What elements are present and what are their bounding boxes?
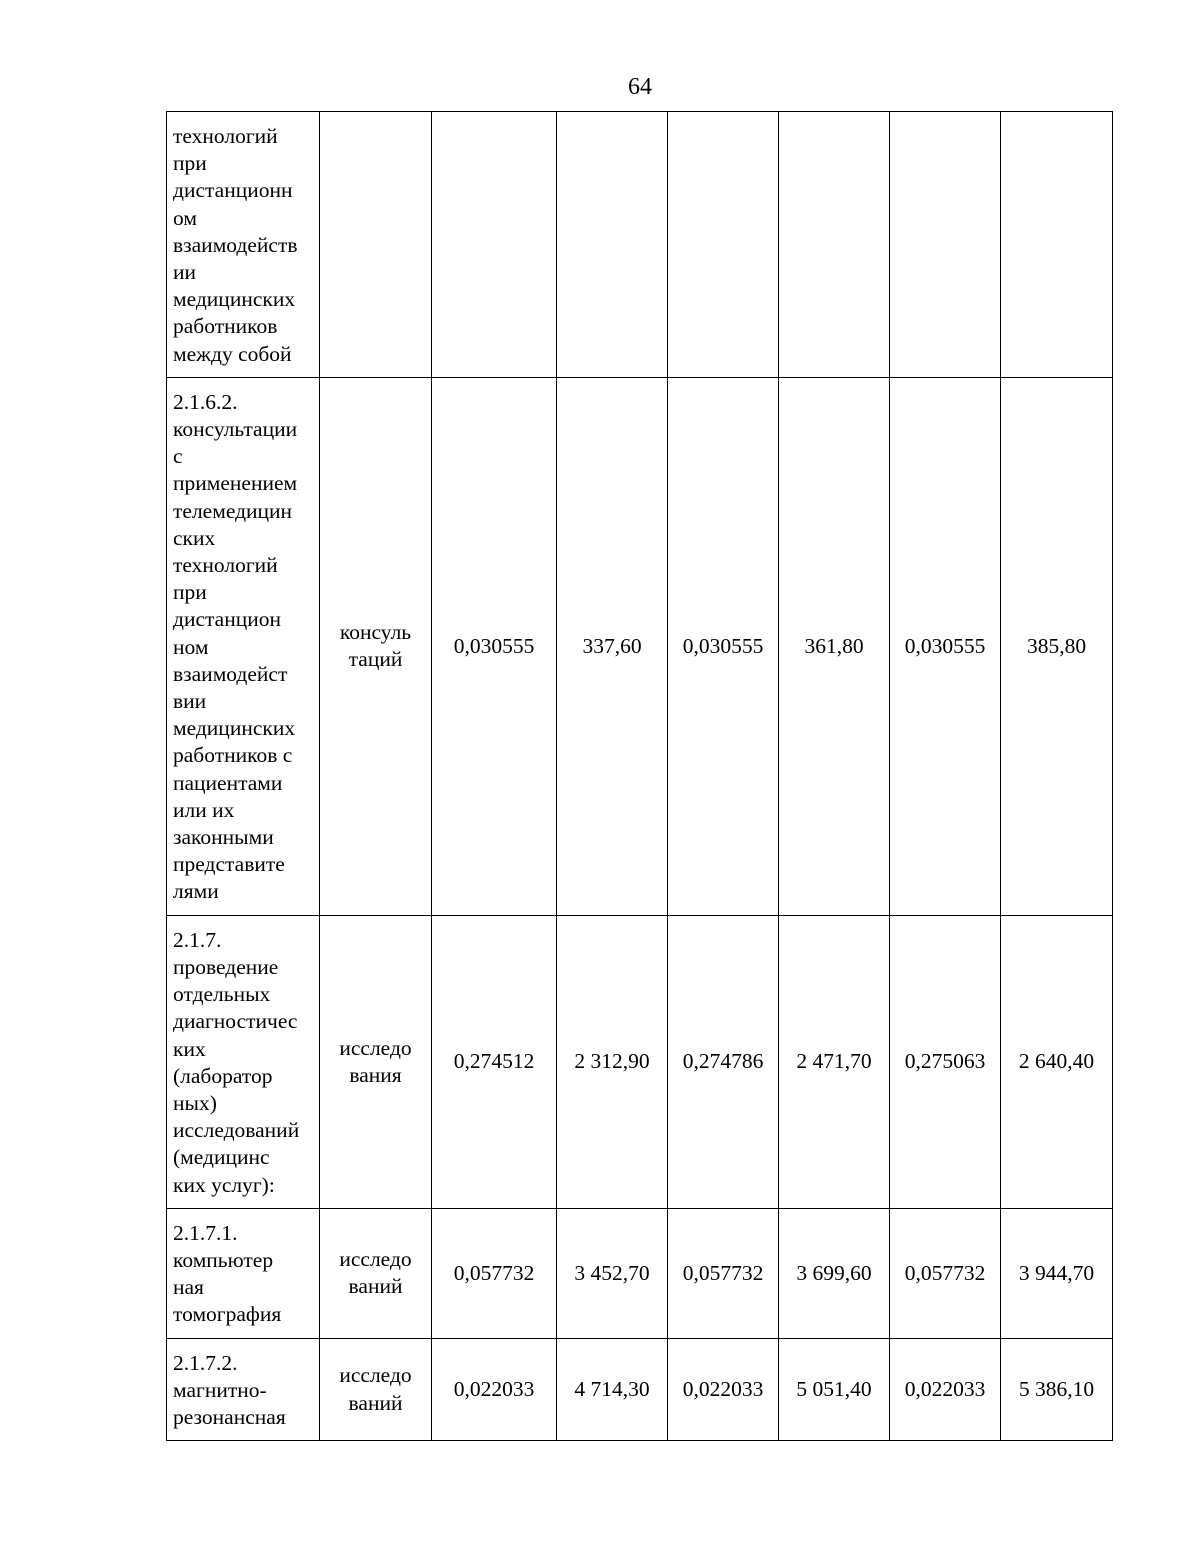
row-value-1: 0,022033 [432,1338,557,1441]
row-value-3: 0,022033 [668,1338,779,1441]
row-value-4: 361,80 [779,377,890,915]
row-value-1 [432,112,557,378]
row-value-6: 2 640,40 [1001,915,1113,1208]
row-description: 2.1.7. проведение отдельных диагностичес ких (лаборатор ных) исследований (медицинс ких услуг): [167,915,320,1208]
row-value-4: 2 471,70 [779,915,890,1208]
row-value-5: 0,275063 [890,915,1001,1208]
table-row [167,377,1113,915]
row-description: 2.1.6.2. консультации с применением телемедицин ских технологий при дистанцион ном взаимодейст вии медицинских работников с пациентами или их законными представите лями [167,377,320,915]
row-unit: исследо ваний [320,1338,432,1441]
row-value-6: 3 944,70 [1001,1208,1113,1338]
row-value-4: 5 051,40 [779,1338,890,1441]
table-row [167,915,1113,1208]
row-description: 2.1.7.2. магнитно- резонансная [167,1338,320,1441]
row-value-4 [779,112,890,378]
row-value-5 [890,112,1001,378]
row-value-6: 385,80 [1001,377,1113,915]
tariff-table [166,111,1113,1441]
row-value-2: 2 312,90 [557,915,668,1208]
table-row [167,1208,1113,1338]
row-value-6: 5 386,10 [1001,1338,1113,1441]
row-unit: исследо ваний [320,1208,432,1338]
row-value-4: 3 699,60 [779,1208,890,1338]
row-value-1: 0,274512 [432,915,557,1208]
row-value-3: 0,057732 [668,1208,779,1338]
row-value-5: 0,030555 [890,377,1001,915]
row-value-2: 3 452,70 [557,1208,668,1338]
row-value-6 [1001,112,1113,378]
row-value-5: 0,057732 [890,1208,1001,1338]
row-value-3 [668,112,779,378]
row-description: технологий при дистанционн ом взаимодейств ии медицинских работников между собой [167,112,320,378]
row-value-3: 0,030555 [668,377,779,915]
row-value-1: 0,057732 [432,1208,557,1338]
row-unit [320,112,432,378]
row-value-2 [557,112,668,378]
row-unit: консуль таций [320,377,432,915]
table-row [167,112,1113,378]
row-value-1: 0,030555 [432,377,557,915]
row-value-2: 4 714,30 [557,1338,668,1441]
row-unit: исследо вания [320,915,432,1208]
row-value-3: 0,274786 [668,915,779,1208]
table-row [167,1338,1113,1441]
page-number: 64 [628,74,652,100]
row-description: 2.1.7.1. компьютер ная томография [167,1208,320,1338]
row-value-5: 0,022033 [890,1338,1001,1441]
row-value-2: 337,60 [557,377,668,915]
